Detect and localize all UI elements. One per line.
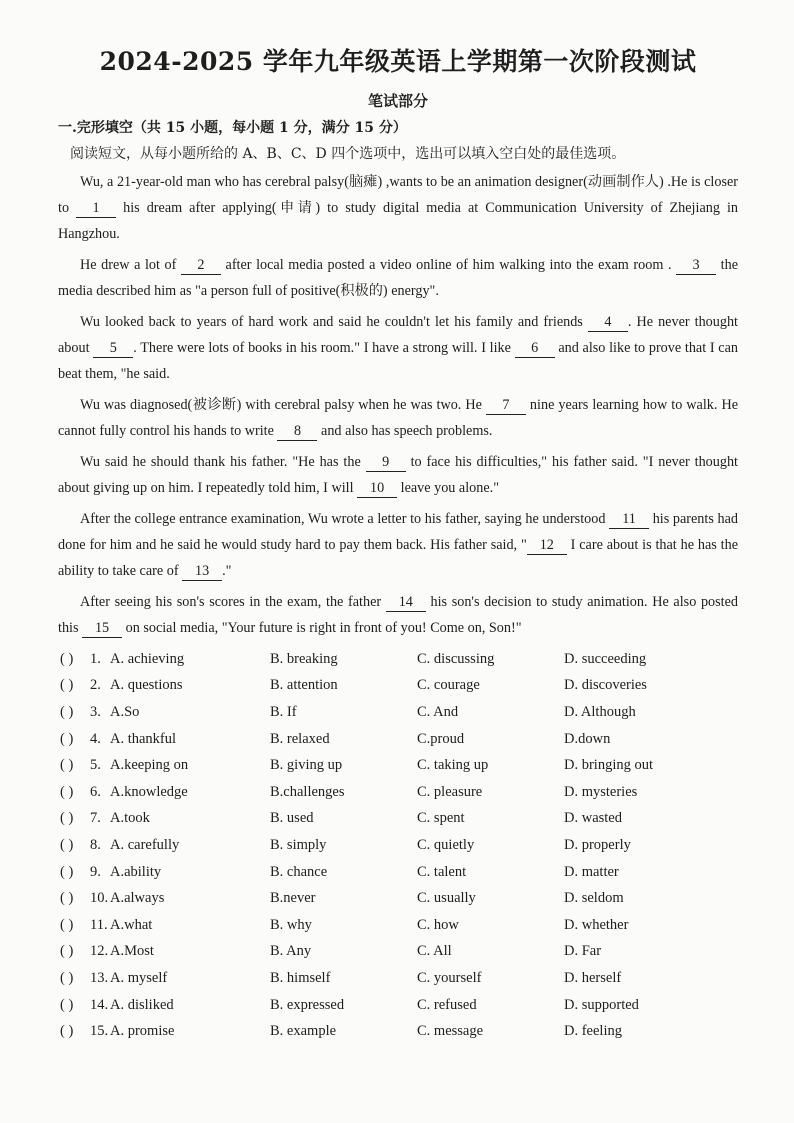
option-c[interactable]: C. spent (417, 810, 465, 827)
passage-text: Wu said he should thank his father. "He has the (80, 454, 366, 470)
passage-text: his dream after applying(申请) to study digital media at Communication University of Zhejiang in Hangzhou. (58, 200, 738, 242)
answer-parentheses[interactable]: ( ) (60, 863, 74, 880)
option-d[interactable]: D. matter (564, 863, 619, 880)
option-d[interactable]: D. herself (564, 969, 622, 986)
passage-paragraph-3 (58, 309, 738, 387)
option-b[interactable]: B. If (270, 703, 297, 720)
question-row (58, 885, 738, 912)
answer-blank-14: 14 (386, 593, 426, 612)
option-c[interactable]: C. taking up (417, 757, 489, 774)
passage-text: after local media posted a video online of him walking into the exam room . (220, 257, 677, 273)
answer-blank-3: 3 (676, 256, 716, 275)
option-d[interactable]: D. feeling (564, 1023, 622, 1040)
option-b[interactable]: B. chance (270, 863, 328, 880)
answer-parentheses[interactable]: ( ) (60, 783, 74, 800)
passage-text: . There were lots of books in his room." I have a strong will. I like (133, 340, 515, 356)
question-row (58, 646, 738, 673)
option-a[interactable]: A.keeping on (110, 757, 189, 774)
option-b[interactable]: B.challenges (270, 783, 345, 800)
option-a[interactable]: A. promise (110, 1023, 175, 1040)
passage-text: on social media, "Your future is right in front of you! Come on, Son!" (122, 620, 522, 636)
option-c[interactable]: C. courage (417, 677, 480, 694)
option-c[interactable]: C. pleasure (417, 783, 483, 800)
question-row (58, 939, 738, 966)
answer-blank-2: 2 (181, 256, 221, 275)
option-a[interactable]: A. disliked (110, 996, 174, 1013)
option-b[interactable]: B. used (270, 810, 314, 827)
question-row (58, 912, 738, 939)
option-d[interactable]: D. wasted (564, 810, 622, 827)
answer-blank-6: 6 (515, 339, 555, 358)
question-number: 10. (90, 890, 109, 907)
answer-blank-11: 11 (609, 510, 649, 529)
option-d[interactable]: D. discoveries (564, 677, 647, 694)
question-number: 8. (90, 836, 101, 853)
question-number: 5. (90, 757, 101, 774)
option-c[interactable]: C. message (417, 1023, 484, 1040)
passage-text: his son's decision to study animation. He also posted this (58, 594, 739, 636)
option-b[interactable]: B. example (270, 1023, 337, 1040)
option-c[interactable]: C. And (417, 703, 459, 720)
answer-parentheses[interactable]: ( ) (60, 757, 74, 774)
passage-text: . He never thought about (58, 314, 739, 356)
option-a[interactable]: A.always (110, 890, 165, 907)
answer-options-list (58, 646, 738, 1045)
option-c[interactable]: C. usually (417, 890, 476, 907)
answer-parentheses[interactable]: ( ) (60, 1023, 74, 1040)
question-row (58, 779, 738, 806)
passage-text: and also has speech problems. (317, 423, 493, 439)
exam-subtitle: 笔试部分 (367, 92, 428, 110)
passage-text: and also like to prove that I can beat them, "he said. (58, 340, 738, 382)
question-row (58, 992, 738, 1019)
question-row (58, 965, 738, 992)
option-d[interactable]: D. mysteries (564, 783, 638, 800)
question-number: 4. (90, 730, 101, 747)
answer-parentheses[interactable]: ( ) (60, 730, 74, 747)
option-b[interactable]: B. simply (270, 836, 327, 853)
passage-text: Wu looked back to years of hard work and said he couldn't let his family and friends (80, 314, 588, 330)
question-row (58, 832, 738, 859)
answer-blank-7: 7 (486, 396, 526, 415)
option-c[interactable]: C.proud (417, 730, 465, 747)
passage-paragraph-7 (58, 589, 738, 641)
passage-text: to face his difficulties," his father said. "I never thought about giving up on him. I repeatedly told him, I will (58, 454, 738, 496)
answer-blank-13: 13 (182, 562, 222, 581)
option-a[interactable]: A.Most (110, 943, 154, 960)
question-number: 9. (90, 863, 101, 880)
option-d[interactable]: D.down (564, 730, 611, 747)
option-d[interactable]: D. bringing out (564, 757, 654, 774)
exam-title: 2024-2025 学年九年级英语上学期第一次阶段测试 (99, 47, 697, 76)
passage-text: He drew a lot of (80, 257, 181, 273)
passage-text: nine years learning how to walk. He cannot fully control his hands to write (58, 397, 738, 439)
option-b[interactable]: B. relaxed (270, 730, 330, 747)
option-a[interactable]: A. thankful (110, 730, 177, 747)
passage-text: Wu, a 21-year-old man who has cerebral palsy(脑瘫) ,wants to be an animation designer(动画制作人) .He is closer to (58, 174, 738, 216)
passage-text: his parents had done for him and he said he would study hard to pay them back. His father said, " (58, 511, 738, 553)
section-heading: 一.完形填空（共 15 小题，每小题 1 分，满分 15 分） (58, 120, 407, 136)
question-row (58, 1018, 738, 1045)
question-number: 3. (90, 703, 101, 720)
answer-parentheses[interactable]: ( ) (60, 969, 74, 986)
question-number: 15. (90, 1023, 109, 1040)
passage-text: the media described him as "a person full of positive(积极的) energy". (58, 257, 738, 299)
passage-text: ." (222, 563, 232, 579)
passage-paragraph-6 (58, 506, 738, 584)
option-d[interactable]: D. Far (564, 943, 602, 960)
option-a[interactable]: A.took (110, 810, 150, 827)
option-c[interactable]: C. how (417, 916, 459, 933)
option-c[interactable]: C. discussing (417, 650, 495, 667)
answer-blank-5: 5 (93, 339, 133, 358)
passage-paragraph-5 (58, 449, 738, 501)
passage-text: After the college entrance examination, Wu wrote a letter to his father, saying he understood (80, 511, 610, 527)
answer-blank-4: 4 (588, 313, 628, 332)
option-c[interactable]: C. All (417, 943, 452, 960)
question-row (58, 859, 738, 886)
passage-paragraph-1 (58, 169, 738, 247)
passage-text: I care about is that he has the ability to take care of (58, 537, 738, 579)
passage-text: leave you alone." (397, 480, 499, 496)
option-c[interactable]: C. yourself (417, 969, 482, 986)
answer-parentheses[interactable]: ( ) (60, 996, 74, 1013)
answer-blank-8: 8 (277, 422, 317, 441)
answer-parentheses[interactable]: ( ) (60, 943, 74, 960)
option-d[interactable]: D. supported (564, 996, 639, 1013)
option-d[interactable]: D. succeeding (564, 650, 647, 667)
answer-parentheses[interactable]: ( ) (60, 677, 74, 694)
answer-parentheses[interactable]: ( ) (60, 890, 74, 907)
option-a[interactable]: A.So (110, 703, 140, 720)
option-b[interactable]: B. Any (270, 943, 312, 960)
option-d[interactable]: D. whether (564, 916, 629, 933)
option-a[interactable]: A. questions (110, 677, 183, 694)
answer-parentheses[interactable]: ( ) (60, 703, 74, 720)
cloze-passage (58, 169, 738, 641)
answer-parentheses[interactable]: ( ) (60, 916, 74, 933)
option-c[interactable]: C. quietly (417, 836, 475, 853)
passage-paragraph-4 (58, 392, 738, 444)
question-number: 13. (90, 969, 109, 986)
question-row (58, 726, 738, 753)
passage-text: After seeing his son's scores in the exam, the father (80, 594, 386, 610)
option-a[interactable]: A. achieving (110, 650, 185, 667)
question-number: 12. (90, 943, 109, 960)
option-b[interactable]: B. why (270, 916, 312, 933)
answer-blank-12: 12 (527, 536, 567, 555)
answer-blank-15: 15 (82, 619, 122, 638)
option-c[interactable]: C. talent (417, 863, 467, 880)
question-number: 7. (90, 810, 101, 827)
option-d[interactable]: D. seldom (564, 890, 624, 907)
question-number: 1. (90, 650, 101, 667)
option-c[interactable]: C. refused (417, 996, 477, 1013)
option-b[interactable]: B. giving up (270, 757, 343, 774)
question-row (58, 806, 738, 833)
answer-parentheses[interactable]: ( ) (60, 810, 74, 827)
option-b[interactable]: B. himself (270, 969, 331, 986)
question-number: 14. (90, 996, 109, 1013)
answer-blank-9: 9 (366, 453, 406, 472)
option-b[interactable]: B. breaking (270, 650, 338, 667)
option-a[interactable]: A. carefully (110, 836, 180, 853)
question-row (58, 752, 738, 779)
question-row (58, 673, 738, 700)
answer-parentheses[interactable]: ( ) (60, 650, 74, 667)
option-a[interactable]: A.what (110, 916, 153, 933)
option-b[interactable]: B. attention (270, 677, 338, 694)
option-a[interactable]: A.knowledge (110, 783, 188, 800)
option-b[interactable]: B.never (270, 890, 316, 907)
section-instruction: 阅读短文，从每小题所给的 A、B、C、D 四个选项中，选出可以填入空白处的最佳选项。 (70, 146, 626, 162)
option-a[interactable]: A. myself (110, 969, 168, 986)
answer-blank-10: 10 (357, 479, 397, 498)
option-d[interactable]: D. Although (564, 703, 636, 720)
question-number: 2. (90, 677, 101, 694)
option-a[interactable]: A.ability (110, 863, 162, 880)
answer-blank-1: 1 (76, 199, 116, 218)
option-b[interactable]: B. expressed (270, 996, 345, 1013)
question-row (58, 699, 738, 726)
passage-text: Wu was diagnosed(被诊断) with cerebral palsy when he was two. He (80, 397, 486, 413)
answer-parentheses[interactable]: ( ) (60, 836, 74, 853)
question-number: 6. (90, 783, 101, 800)
passage-paragraph-2 (58, 252, 738, 304)
question-number: 11. (90, 916, 108, 933)
option-d[interactable]: D. properly (564, 836, 631, 853)
